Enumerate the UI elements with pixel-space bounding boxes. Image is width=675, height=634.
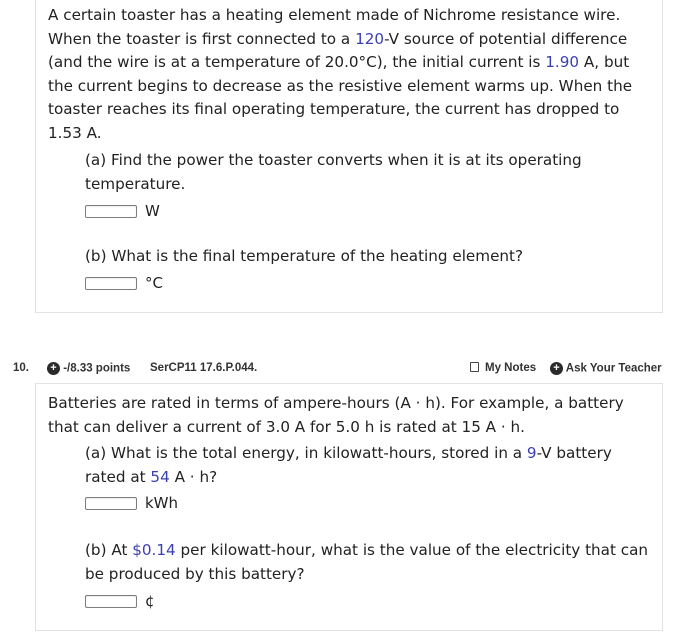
problem-code: SerCP11 17.6.P.044.: [150, 362, 258, 374]
q10-part-b-answer-row: [85, 592, 155, 610]
expand-plus-icon[interactable]: +: [47, 362, 60, 375]
part-a-unit: W: [145, 202, 160, 220]
part-a-answer-input[interactable]: [85, 205, 137, 218]
points-label: -/8.33 points: [63, 362, 131, 375]
q10-part-a-question: (a) What is the total energy, in kilowatt-hours, stored in a 9-V battery rated at 54 A · h?: [85, 444, 612, 486]
question-number: 10.: [13, 362, 29, 374]
part-b-answer-input[interactable]: [85, 277, 137, 290]
my-notes-label: My Notes: [485, 362, 537, 374]
voltage-value: 120: [355, 29, 385, 48]
question-9-text: A certain toaster has a heating element made of Nichrome resistance wire. When the toaster is first connected to a 120-V source of potential difference (and the wire is at a temperature of 20.0°C), the initial current is 1.90 A, but the current begins to decrease as the resistive element warms up. When the toaster reaches its final operating temperature, the current has dropped to 1.53 A.: [48, 6, 633, 142]
price-value: $0.14: [132, 541, 176, 559]
q10-part-b-unit: ¢: [145, 592, 155, 610]
notes-icon: [470, 362, 479, 372]
question-10-card: [35, 383, 663, 631]
ask-teacher-button[interactable]: [550, 362, 662, 375]
q10-part-a-answer-input[interactable]: [85, 497, 137, 510]
battery-voltage: 9: [526, 444, 537, 462]
question-10-header: [0, 350, 675, 386]
part-b-answer-row: [85, 274, 163, 292]
part-a-answer-row: [85, 202, 160, 220]
my-notes-button[interactable]: [470, 362, 536, 374]
ask-teacher-label: Ask Your Teacher: [565, 362, 662, 375]
battery-rating: 54: [150, 468, 170, 486]
q10-part-a-unit: kWh: [145, 494, 179, 512]
ask-plus-icon: +: [550, 362, 563, 375]
question-10-text: Batteries are rated in terms of ampere-hours (A · h). For example, a battery that can deliver a current of 3.0 A for 5.0 h is rated at 15 A · h.: [48, 394, 624, 436]
question-9-card: [35, 0, 663, 313]
points-group: [47, 362, 130, 375]
part-b-question: (b) What is the final temperature of the heating element?: [85, 247, 524, 265]
current-value: 1.90: [545, 53, 580, 72]
part-b-unit: °C: [145, 274, 163, 292]
q10-part-b-question: (b) At $0.14 per kilowatt-hour, what is the value of the electricity that can be produced by this battery?: [85, 541, 649, 583]
part-a-question: (a) Find the power the toaster converts when it is at its operating temperature.: [85, 151, 582, 193]
q10-part-b-answer-input[interactable]: [85, 595, 137, 608]
q10-part-a-answer-row: [85, 494, 178, 512]
